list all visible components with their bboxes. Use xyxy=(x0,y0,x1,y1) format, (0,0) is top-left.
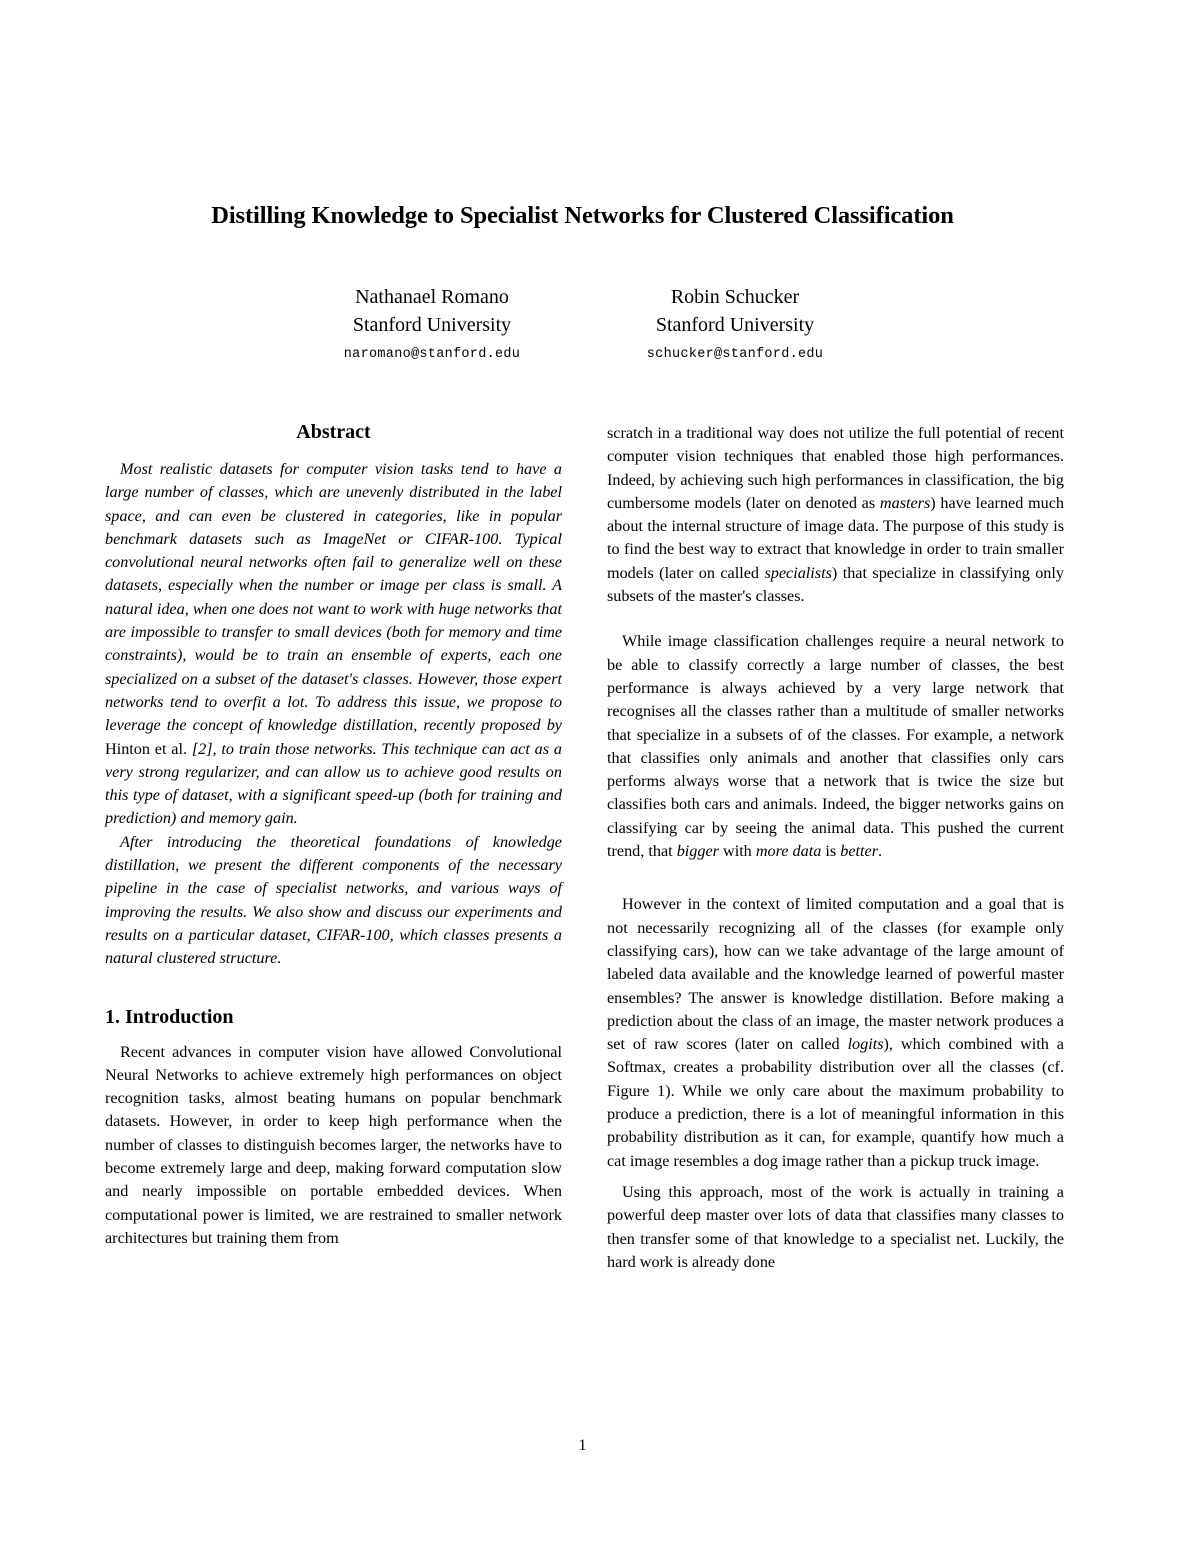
author-email: naromano@stanford.edu xyxy=(343,347,521,362)
emphasis-bigger: bigger xyxy=(676,842,719,861)
body-text-part: ), which combined with a Softmax, creates a probability distribution over all the classes (cf. Figure 1). While we only care about the maximum probability to produce a prediction, there is a lot of meaningful information in this probability distribution as it can, for example, quantify how much a cat image resembles a dog image rather than a pickup truck image. xyxy=(607,1035,1064,1170)
body-text-part: ) that specialize in classifying only subsets of the master's classes. xyxy=(607,563,1064,606)
author-name: Nathanael Romano xyxy=(355,286,509,308)
body-paragraph xyxy=(607,422,1064,608)
intro-paragraph-1: Recent advances in computer vision have allowed Convolutional Neural Networks to achieve extremely high performances on object recognition tasks, almost beating humans on popular benchmark datasets. However, in order to keep high performance when the number of classes to distinguish becomes larger, the networks have to become extremely large and deep, making forward computation slow and nearly impossible on portable embedded devices. When computational power is limited, we are restrained to smaller network architectures but training them from xyxy=(105,1042,562,1247)
body-text-part: is xyxy=(821,842,841,861)
abstract-paragraph-2: After introducing the theoretical foundations of knowledge distillation, we present the different components of the necessary pipeline in the case of specialist networks, and various ways of improving the results. We also show and discuss our experiments and results on a particular dataset, CIFAR-100, which classes presents a natural clustered structure. xyxy=(105,832,562,968)
author-affiliation: Stanford University xyxy=(352,314,512,336)
paper-title: Distilling Knowledge to Specialist Networks for Clustered Classification xyxy=(211,202,954,229)
abstract-heading: Abstract xyxy=(296,421,371,443)
body-text-part: . xyxy=(878,842,883,861)
abstract-citation-author: Hinton et al. xyxy=(105,739,188,758)
page-number: 1 xyxy=(578,1437,587,1454)
body-text-part: While image classification challenges require a neural network to be able to classify correctly a large number of classes, the best performance is always achieved by a very large network that recognises all the classes rather than a multitude of smaller networks that specialize in a subsets of of the classes. For example, a network that classifies only animals and another that classifies only cars performs always worse that a network that is twice the size but classifies both cars and animals. Indeed, the bigger networks gains on classifying car by seeing the animal data. This pushed the current trend, that xyxy=(607,632,1064,861)
body-paragraph xyxy=(607,893,1064,1173)
author-block-2 xyxy=(585,283,885,362)
section-heading-introduction: 1. Introduction xyxy=(105,1005,234,1028)
emphasis-better: better xyxy=(840,842,878,861)
abstract-paragraph-1 xyxy=(105,458,562,831)
body-paragraph: Using this approach, most of the work is actually in training a powerful deep master over lots of data that classifies many classes to then transfer some of that knowledge to a specialist net. Luckily, the hard work is already done xyxy=(607,1182,1064,1271)
body-paragraph xyxy=(607,630,1064,863)
author-name: Robin Schucker xyxy=(670,286,800,308)
body-text-part: with xyxy=(718,842,756,861)
abstract-text-part: Most realistic datasets for computer vision tasks tend to have a large number of classes, which are unevenly distributed in the label space, and can even be clustered in categories, like in popular benchmark datasets such as ImageNet or CIFAR-100. Typical convolutional neural networks often fail to generalize well on these datasets, especially when the number or image per class is small. A natural idea, when one does not want to work with huge networks that are impossible to transfer to small devices (both for memory and time constraints), would be to train an ensemble of experts, each one specialized on a subset of the dataset's classes. However, those expert networks tend to overfit a lot. To address this issue, we propose to leverage the concept of knowledge distillation, recently proposed by xyxy=(105,460,562,735)
right-column xyxy=(607,422,1064,1274)
emphasis-logits: logits xyxy=(847,1035,884,1054)
body-text-part: ) have learned much about the internal structure of image data. The purpose of this study is to find the best way to extract that knowledge in order to train smaller models (later on called xyxy=(607,493,1065,582)
body-text-part: scratch in a traditional way does not utilize the full potential of recent computer vision techniques that enabled those high performances. Indeed, by achieving such high performances in classification, the big cumbersome models (later on denoted as xyxy=(607,424,1064,512)
abstract-text-part: [2], to train those networks. This technique can act as a very strong regularizer, and can allow us to achieve good results on this type of dataset, with a significant speed-up (both for training and prediction) and memory gain. xyxy=(105,739,562,828)
emphasis-masters: masters xyxy=(879,493,931,512)
body-text-part: However in the context of limited computation and a goal that is not necessarily recognizing all of the classes (for example only classifying cars), how can we take advantage of the large amount of labeled data available and the knowledge learned of powerful master ensembles? The answer is knowledge distillation. Before making a prediction about the class of an image, the master network produces a set of raw scores (later on called xyxy=(607,895,1064,1054)
author-block-1 xyxy=(282,283,582,362)
emphasis-more-data: more data xyxy=(755,842,822,861)
left-column xyxy=(105,420,562,1250)
author-email: schucker@stanford.edu xyxy=(646,347,824,362)
author-affiliation: Stanford University xyxy=(655,314,815,336)
emphasis-specialists: specialists xyxy=(764,563,832,582)
